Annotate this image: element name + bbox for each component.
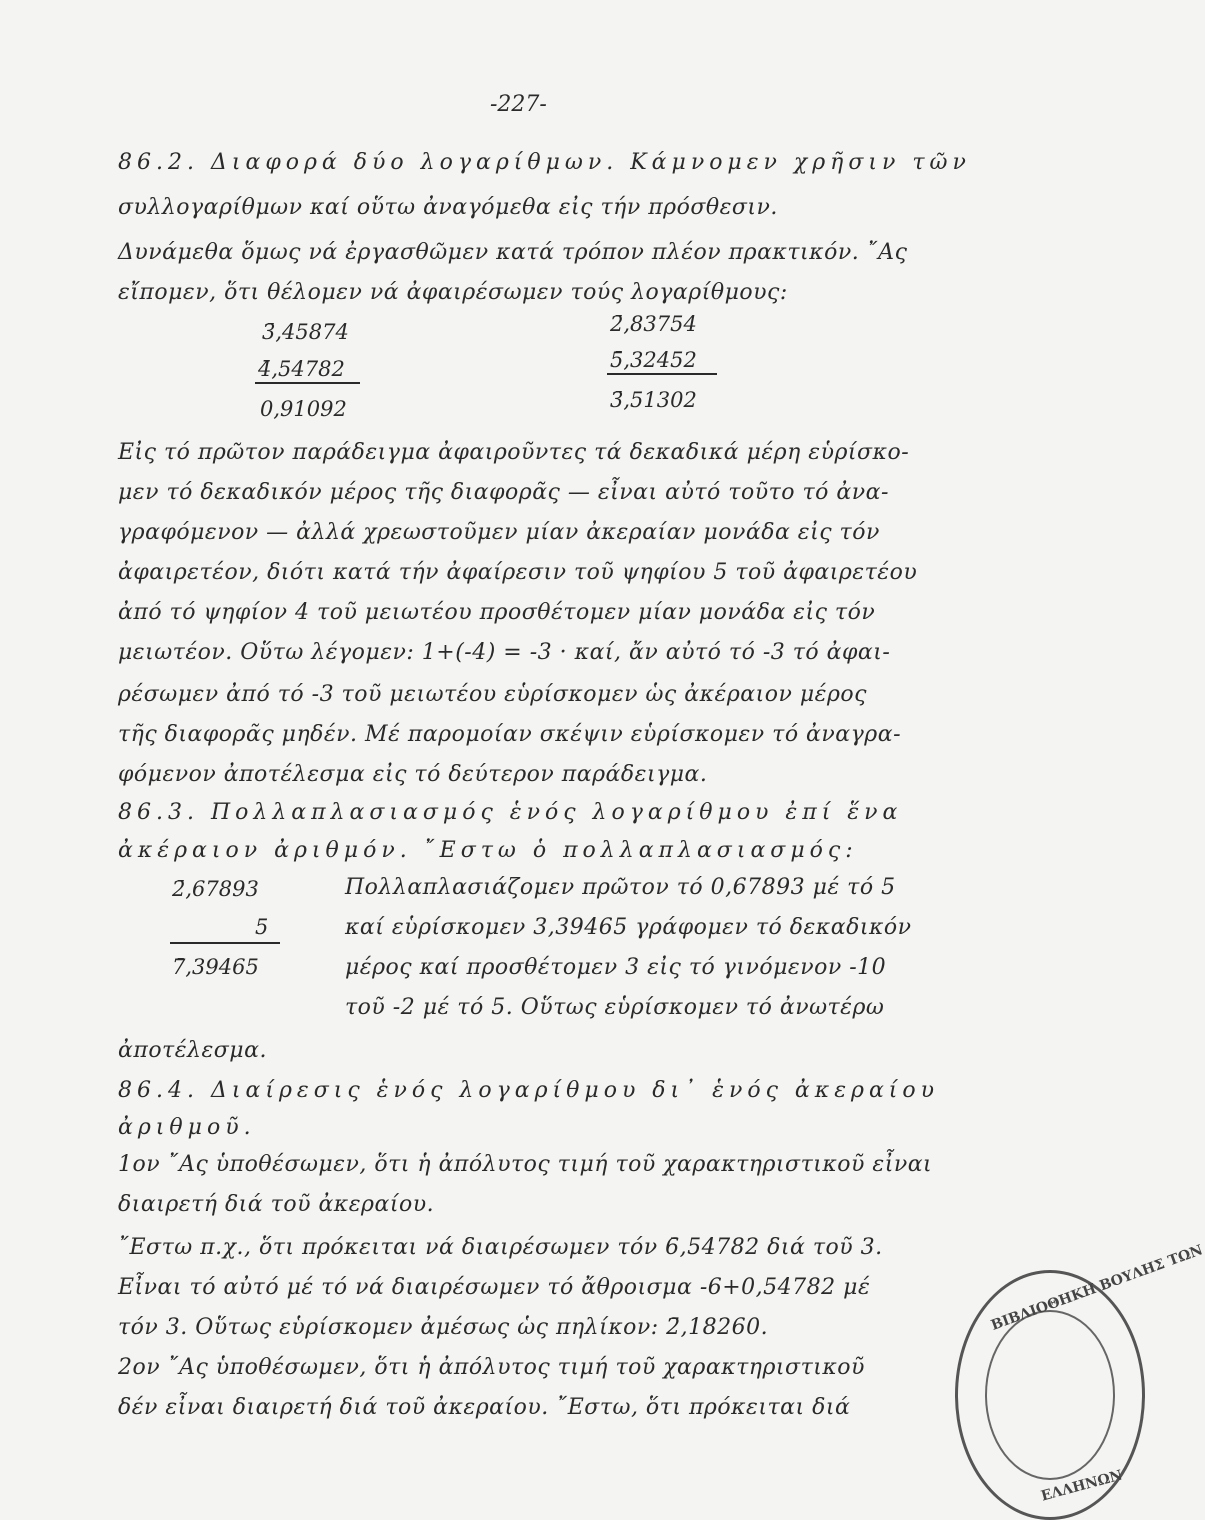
text-line: 1ον ῎Ας ὑποθέσωμεν, ὅτι ἡ ἀπόλυτος τιμή τοῦ χαρακτηριστικοῦ εἶναι: [118, 1152, 933, 1177]
example1-subtrahend: 4̄,54782: [258, 357, 345, 381]
text-line: συλλογαρίθμων καί οὕτω ἀναγόμεθα εἰς τήν πρόσθεσιν.: [118, 195, 778, 220]
example2-minuend: 2̄,83754: [610, 312, 697, 336]
page-number: -227-: [490, 92, 547, 117]
text-line: τῆς διαφορᾶς μηδέν. Μέ παρομοίαν σκέψιν εὑρίσκομεν τό ἀναγρα-: [118, 722, 902, 747]
text-line: ῎Εστω π.χ., ὅτι πρόκειται νά διαιρέσωμεν τόν 6̄,54782 διά τοῦ 3.: [118, 1235, 883, 1260]
text-line: μειωτέον. Οὕτω λέγομεν: 1+(-4) = -3 · καί, ἄν αὐτό τό -3 τό ἀφαι-: [118, 640, 891, 665]
stamp-top-text: ΒΙΒΛΙΟΘΗΚΗ ΒΟΥΛΗΣ ΤΩΝ: [989, 1242, 1205, 1334]
mult-result: 7̄,39465: [172, 955, 259, 979]
text-line: γραφόμενον — ἀλλά χρεωστοῦμεν μίαν ἀκεραίαν μονάδα εἰς τόν: [118, 520, 880, 545]
example1-result: 0,91092: [260, 397, 347, 421]
stamp-bottom-text: ΕΛΛΗΝΩΝ: [1039, 1467, 1125, 1505]
example1-minuend: 3̄,45874: [262, 320, 349, 344]
text-line: Πολλαπλασιάζομεν πρῶτον τό 0,67893 μέ τό 5: [345, 875, 896, 900]
text-line: ρέσωμεν ἀπό τό -3 τοῦ μειωτέου εὑρίσκομεν ὡς ἀκέραιον μέρος: [118, 682, 867, 707]
text-line: ἀποτέλεσμα.: [118, 1038, 267, 1063]
text-line: Εἰς τό πρῶτον παράδειγμα ἀφαιροῦντες τά δεκαδικά μέρη εὑρίσκο-: [118, 440, 910, 465]
text-line: καί εὑρίσκομεν 3,39465 γράφομεν τό δεκαδικόν: [345, 915, 912, 940]
text-line: Εἶναι τό αὐτό μέ τό νά διαιρέσωμεν τό ἄθροισμα -6+0,54782 μέ: [118, 1275, 871, 1300]
text-line: φόμενον ἀποτέλεσμα εἰς τό δεύτερον παράδειγμα.: [118, 762, 708, 787]
text-line: 86.2. Διαφορά δύο λογαρίθμων. Κάμνομεν χρῆσιν τῶν: [118, 150, 971, 175]
example2-result: 3̄,51302: [610, 388, 697, 412]
text-line: διαιρετή διά τοῦ ἀκεραίου.: [118, 1192, 435, 1217]
section-heading: 86.3. Πολλαπλασιασμός ἑνός λογαρίθμου ἐπί ἕνα: [118, 800, 903, 825]
stamp-inner-ring: [985, 1310, 1115, 1480]
mult-multiplier: 5: [255, 915, 269, 939]
mult-multiplicand: 2̄,67893: [172, 877, 259, 901]
example2-rule: [607, 373, 717, 375]
text-line: 2ον ῎Ας ὑποθέσωμεν, ὅτι ἡ ἀπόλυτος τιμή τοῦ χαρακτηριστικοῦ: [118, 1355, 865, 1380]
section-heading: 86.4. Διαίρεσις ἑνός λογαρίθμου δι᾽ ἑνός ἀκεραίου: [118, 1078, 940, 1103]
text-line: ἀριθμοῦ.: [118, 1115, 256, 1140]
text-line: ἀπό τό ψηφίον 4 τοῦ μειωτέου προσθέτομεν μίαν μονάδα εἰς τόν: [118, 600, 876, 625]
example1-rule: [255, 382, 360, 384]
text-line: ἀφαιρετέον, διότι κατά τήν ἀφαίρεσιν τοῦ ψηφίου 5 τοῦ ἀφαιρετέου: [118, 560, 918, 585]
text-line: τόν 3. Οὕτως εὑρίσκομεν ἀμέσως ὡς πηλίκον: 2̄,18260.: [118, 1315, 769, 1340]
text-line: εἴπομεν, ὅτι θέλομεν νά ἀφαιρέσωμεν τούς λογαρίθμους:: [118, 280, 788, 305]
text-line: μέρος καί προσθέτομεν 3 εἰς τό γινόμενον -10: [345, 955, 887, 980]
text-line: μεν τό δεκαδικόν μέρος τῆς διαφορᾶς — εἶναι αὐτό τοῦτο τό ἀνα-: [118, 480, 889, 505]
mult-rule: [170, 942, 280, 944]
text-line: ἀκέραιον ἀριθμόν. ῎Εστω ὁ πολλαπλασιασμός:: [118, 838, 858, 863]
text-line: δέν εἶναι διαιρετή διά τοῦ ἀκεραίου. ῎Εστω, ὅτι πρόκειται διά: [118, 1395, 851, 1420]
example2-subtrahend: 5̄,32452: [610, 348, 697, 372]
text-line: τοῦ -2 μέ τό 5. Οὕτως εὑρίσκομεν τό ἀνωτέρω: [345, 995, 885, 1020]
text-line: Δυνάμεθα ὅμως νά ἐργασθῶμεν κατά τρόπον πλέον πρακτικόν. ῎Ας: [118, 240, 908, 265]
